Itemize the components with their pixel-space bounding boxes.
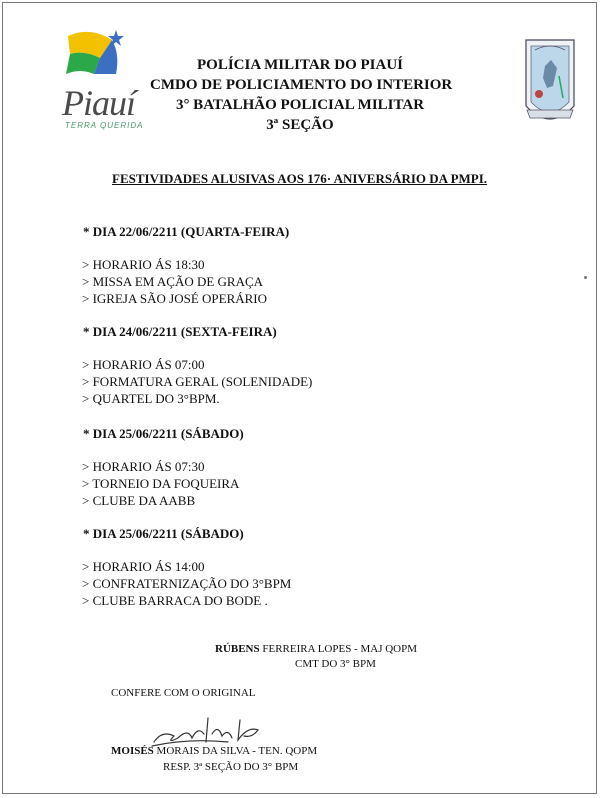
header-line-4: 3ª SEÇÃO [266,117,334,133]
event-day-2: * DIA 24/06/2211 (SEXTA-FEIRA) [83,324,277,339]
commander-role: CMT DO 3° BPM [295,658,376,670]
event-3-line-2: > TORNEIO DA FOQUEIRA [82,476,240,491]
officer-role: RESP. 3ª SEÇÃO DO 3° BPM [163,761,299,773]
letterhead [150,55,453,135]
confere-note: CONFERE COM O ORIGINAL [111,687,256,699]
event-1-line-1: > HORARIO ÁS 18:30 [82,257,205,272]
event-3-line-3: > CLUBE DA AABB [82,493,196,508]
officer-name-rest: MORAIS DA SILVA - TEN. QOPM [153,745,318,757]
event-2-line-3: > QUARTEL DO 3°BPM. [82,391,220,406]
logo-tagline: TERRA QUERIDA [65,121,144,130]
event-4-line-1: > HORARIO ÁS 14:00 [82,559,205,574]
commander-name [215,643,417,655]
event-2-line-1: > HORARIO ÁS 07:00 [82,357,205,372]
officer-name [111,745,317,757]
event-1-line-2: > MISSA EM AÇÃO DE GRAÇA [82,274,264,289]
event-day-1: * DIA 22/06/2211 (QUARTA-FEIRA) [83,224,290,239]
logo-wordmark: Piauí [62,83,135,123]
event-day-3: * DIA 25/06/2211 (SÁBADO) [83,426,244,441]
event-4-line-2: > CONFRATERNIZAÇÃO DO 3°BPM [82,576,292,591]
officer-name-bold: MOISÉS [111,745,154,757]
header-line-2: CMDO DE POLICIAMENTO DO INTERIOR [150,77,453,93]
event-2-line-2: > FORMATURA GERAL (SOLENIDADE) [82,374,313,389]
event-4-line-3: > CLUBE BARRACA DO BODE . [82,593,268,608]
scan-speck [584,276,587,279]
event-day-4: * DIA 25/06/2211 (SÁBADO) [83,526,244,541]
commander-name-bold: RÚBENS [215,643,260,655]
battalion-crest-icon [523,36,577,132]
header-line-3: 3° BATALHÃO POLICIAL MILITAR [175,97,425,113]
event-3-line-1: > HORARIO ÁS 07:30 [82,459,205,474]
event-1-line-3: > IGREJA SÃO JOSÉ OPERÁRIO [82,291,268,306]
commander-name-rest: FERREIRA LOPES - MAJ QOPM [259,643,418,655]
header-line-1: POLÍCIA MILITAR DO PIAUÍ [197,57,403,73]
document-title: FESTIVIDADES ALUSIVAS AOS 176· ANIVERSÁRIO DA PMPI. [112,171,488,186]
